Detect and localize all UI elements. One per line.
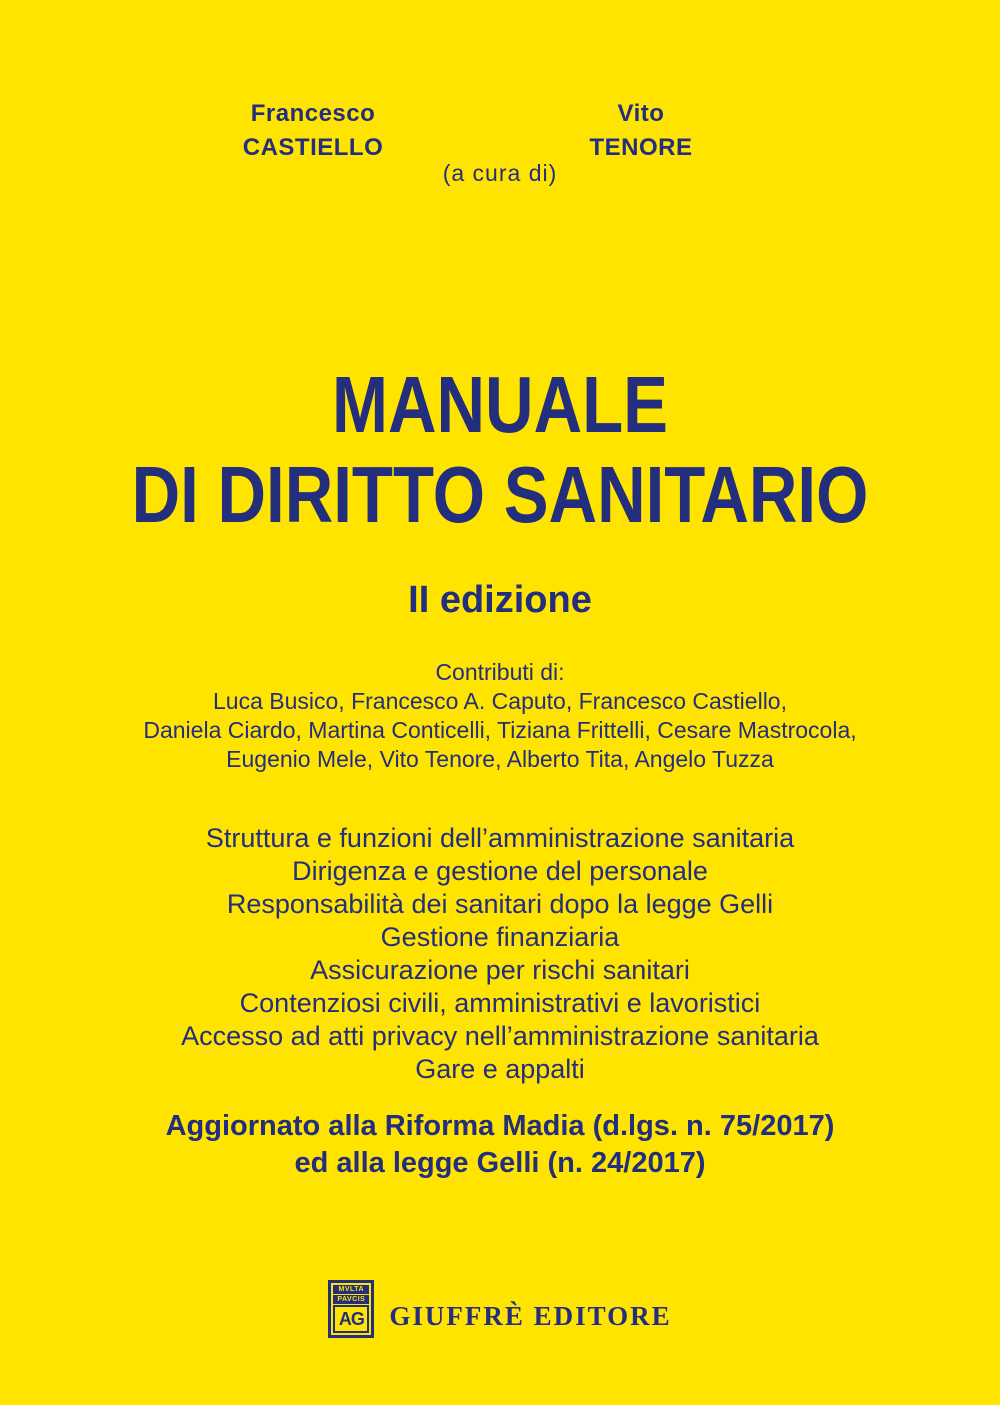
topic-line: Struttura e funzioni dell’amministrazione sanitaria xyxy=(205,823,795,853)
author-first-name: Francesco xyxy=(250,100,376,127)
contributors-heading: Contributi di: xyxy=(435,659,565,685)
contributors-line: Eugenio Mele, Vito Tenore, Alberto Tita, Angelo Tuzza xyxy=(226,746,774,772)
logo-motto-line2: PAVCIS xyxy=(333,1295,369,1304)
author-castiello xyxy=(198,97,428,165)
logo-motto-line1: MVLTA xyxy=(333,1285,369,1294)
topic-line: Accesso ad atti privacy nell’amministrazione sanitaria xyxy=(181,1021,819,1051)
topic-line: Gestione finanziaria xyxy=(380,922,620,952)
book-title xyxy=(80,360,920,540)
book-title-line1: MANUALE xyxy=(332,360,668,449)
topic-line: Assicurazione per rischi sanitari xyxy=(310,955,690,985)
book-title-line2: DI DIRITTO SANITARIO xyxy=(131,450,869,539)
topics-list xyxy=(0,822,1000,1086)
contributors-lines xyxy=(0,687,1000,774)
update-note xyxy=(0,1108,1000,1182)
curator-note: (a cura di) xyxy=(442,160,558,186)
logo-initials: AG xyxy=(333,1305,369,1333)
update-note-line2: ed alla legge Gelli (n. 24/2017) xyxy=(294,1147,706,1179)
topic-line: Responsabilità dei sanitari dopo la legge Gelli xyxy=(226,889,774,919)
contributors-line: Luca Busico, Francesco A. Caputo, Francesco Castiello, xyxy=(212,688,787,714)
edition-label: II edizione xyxy=(408,579,592,621)
author-tenore xyxy=(526,97,756,165)
author-first-name: Vito xyxy=(617,100,665,127)
update-note-line1: Aggiornato alla Riforma Madia (d.lgs. n. 75/2017) xyxy=(165,1110,835,1142)
topic-line: Gare e appalti xyxy=(415,1054,585,1084)
topic-line: Dirigenza e gestione del personale xyxy=(292,856,708,886)
publisher-block xyxy=(0,1280,1000,1338)
publisher-name: GIUFFRÈ EDITORE xyxy=(389,1300,672,1331)
authors-row xyxy=(198,97,756,165)
topic-line: Contenziosi civili, amministrativi e lavoristici xyxy=(239,988,761,1018)
contributors-block xyxy=(0,658,1000,774)
author-last-name: CASTIELLO xyxy=(242,134,384,161)
giuffre-logo-icon xyxy=(328,1280,374,1338)
author-last-name: TENORE xyxy=(589,134,693,161)
contributors-line: Daniela Ciardo, Martina Conticelli, Tiziana Frittelli, Cesare Mastrocola, xyxy=(143,717,857,743)
